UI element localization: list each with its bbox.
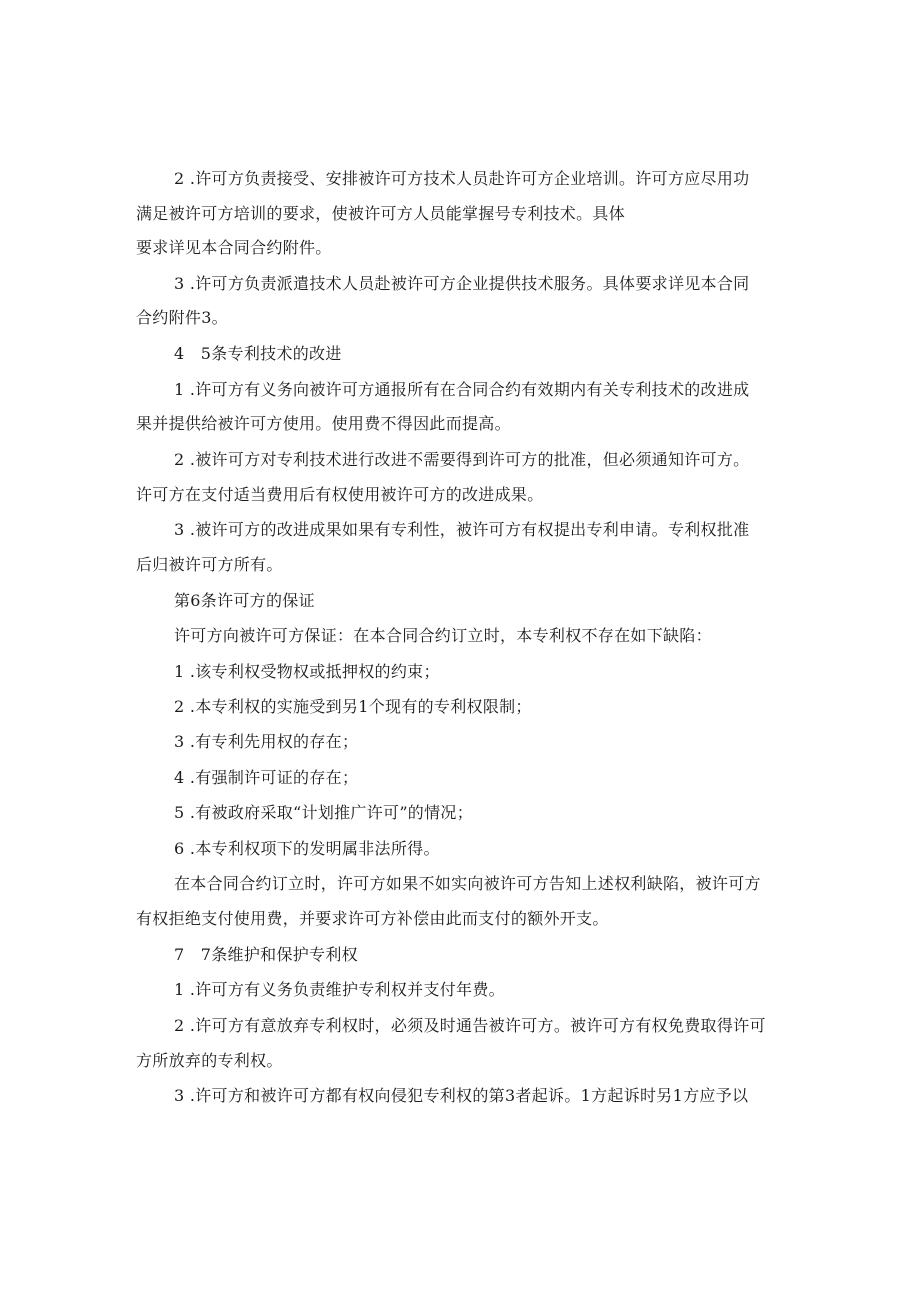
paragraph-line: 许可方向被许可方保证：在本合同合约订立时，本专利权不存在如下缺陷： [174, 626, 712, 645]
list-item: 1 .该专利权受物权或抵押权的约束； [174, 662, 440, 681]
paragraph-line: 在本合同合约订立时，许可方如果不如实向被许可方告知上述权利缺陷，被许可方 [174, 874, 761, 893]
list-item: 2 .本专利权的实施受到另1个现有的专利权限制； [174, 697, 532, 716]
paragraph-line: 满足被许可方培训的要求，使被许可方人员能掌握号专利技术。具体 [136, 204, 626, 223]
paragraph-line: 有权拒绝支付使用费，并要求许可方补偿由此而支付的额外开支。 [136, 909, 609, 928]
section-heading: 4 5条专利技术的改进 [174, 344, 342, 363]
paragraph-line: 果并提供给被许可方使用。使用费不得因此而提高。 [136, 414, 511, 433]
list-item: 3 .有专利先用权的存在； [174, 732, 359, 751]
list-item: 5 .有被政府采取“计划推广许可”的情况； [174, 803, 474, 822]
paragraph-line: 1 .许可方有义务向被许可方通报所有在合同合约有效期内有关专利技术的改进成 [174, 380, 750, 399]
list-item: 6 .本专利权项下的发明属非法所得。 [174, 839, 440, 858]
paragraph-line: 许可方在支付适当费用后有权使用被许可方的改进成果。 [136, 485, 544, 504]
paragraph-line: 3 .许可方和被许可方都有权向侵犯专利权的第3者起诉。1方起诉时另1方应予以 [174, 1086, 749, 1105]
paragraph-line: 3 .被许可方的改进成果如果有专利性，被许可方有权提出专利申请。专利权批准 [174, 520, 750, 539]
paragraph-line: 后归被许可方所有。 [136, 555, 283, 574]
paragraph-line: 合约附件3。 [136, 308, 228, 327]
paragraph-line: 2 .被许可方对专利技术进行改进不需要得到许可方的批准，但必须通知许可方。 [174, 450, 750, 469]
section-heading: 7 7条维护和保护专利权 [174, 945, 358, 964]
paragraph-line: 2 .许可方负责接受、安排被许可方技术人员赴许可方企业培训。许可方应尽用功 [174, 169, 750, 188]
list-item: 4 .有强制许可证的存在； [174, 768, 359, 787]
paragraph-line: 方所放弃的专利权。 [136, 1051, 283, 1070]
paragraph-line: 3 .许可方负责派遣技术人员赴被许可方企业提供技术服务。具体要求详见本合同 [174, 274, 750, 293]
list-item: 1 .许可方有义务负责维护专利权并支付年费。 [174, 980, 505, 999]
section-heading: 第6条许可方的保证 [174, 591, 315, 610]
paragraph-line: 2 .许可方有意放弃专利权时，必须及时通告被许可方。被许可方有权免费取得许可 [174, 1016, 766, 1035]
paragraph-line: 要求详见本合同合约附件。 [136, 238, 332, 257]
